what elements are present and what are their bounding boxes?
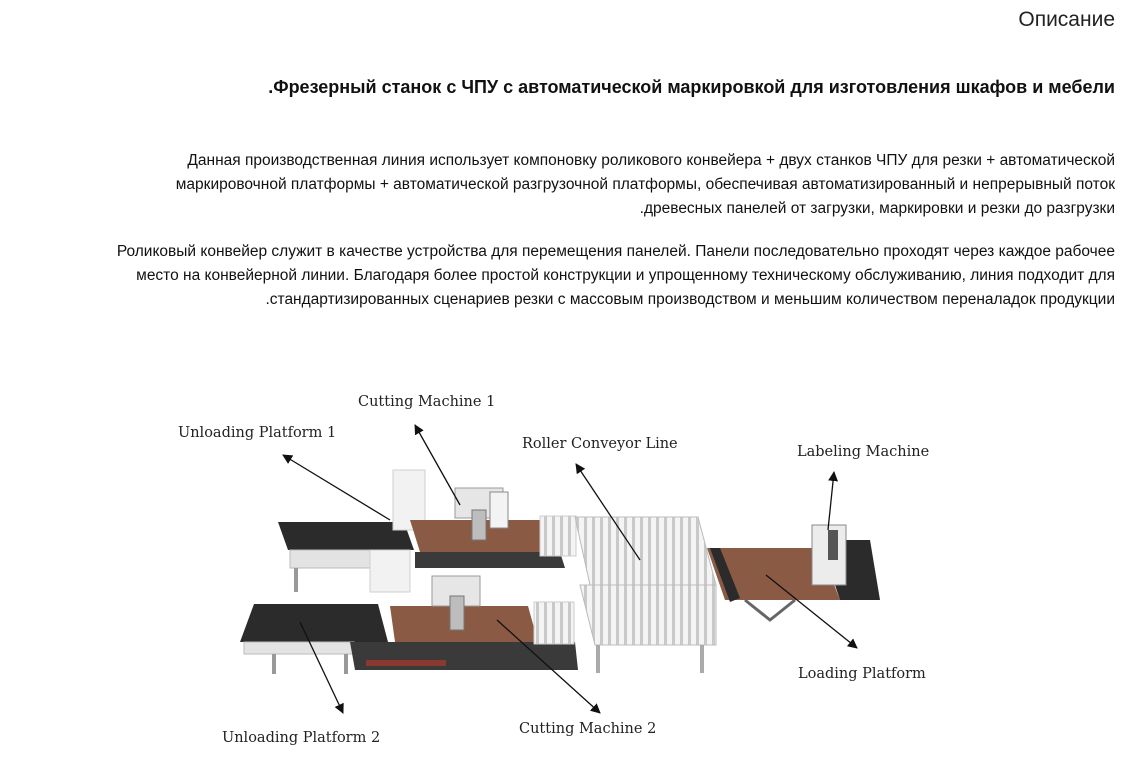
production-line-diagram <box>0 380 1143 769</box>
label-unloading-platform-2: Unloading Platform 2 <box>222 730 381 746</box>
paragraph-line: маркировочной платформы + автоматической разгрузочной платформы, обеспечивая автоматизированный и непрерывный поток <box>175 176 1115 193</box>
labeling-machine-illustration <box>707 525 880 620</box>
paragraph-line: стандартизированных сценариев резки с массовым производством и меньшим количеством переналадок продукции. <box>265 291 1115 308</box>
label-roller-conveyor-line: Roller Conveyor Line <box>522 436 678 452</box>
section-title: Описание <box>1018 8 1115 31</box>
description-paragraph-1 <box>176 149 1115 221</box>
label-cutting-machine-1: Cutting Machine 1 <box>358 394 496 410</box>
description-paragraph-2 <box>117 240 1115 312</box>
paragraph-line: Роликовый конвейер служит в качестве устройства для перемещения панелей. Панели последовательно проходят через каждое рабочее <box>116 243 1115 260</box>
paragraph-line: древесных панелей от загрузки, маркировки и резки до разгрузки. <box>639 200 1115 217</box>
label-cutting-machine-2: Cutting Machine 2 <box>519 721 657 737</box>
label-labeling-machine: Labeling Machine <box>797 444 930 460</box>
cutting-machine-1-illustration <box>410 488 576 568</box>
paragraph-line: место на конвейерной линии. Благодаря более простой конструкции и упрощенному техническому обслуживанию, линия подходит для <box>136 267 1115 284</box>
label-loading-platform: Loading Platform <box>798 666 926 682</box>
roller-conveyor-illustration <box>575 517 716 673</box>
label-unloading-platform-1: Unloading Platform 1 <box>178 425 337 441</box>
paragraph-line: Данная производственная линия использует компоновку роликового конвейера + двух станков ЧПУ для резки + автоматической <box>187 152 1115 169</box>
page-subtitle: Фрезерный станок с ЧПУ с автоматической маркировкой для изготовления шкафов и мебели. <box>268 77 1115 97</box>
